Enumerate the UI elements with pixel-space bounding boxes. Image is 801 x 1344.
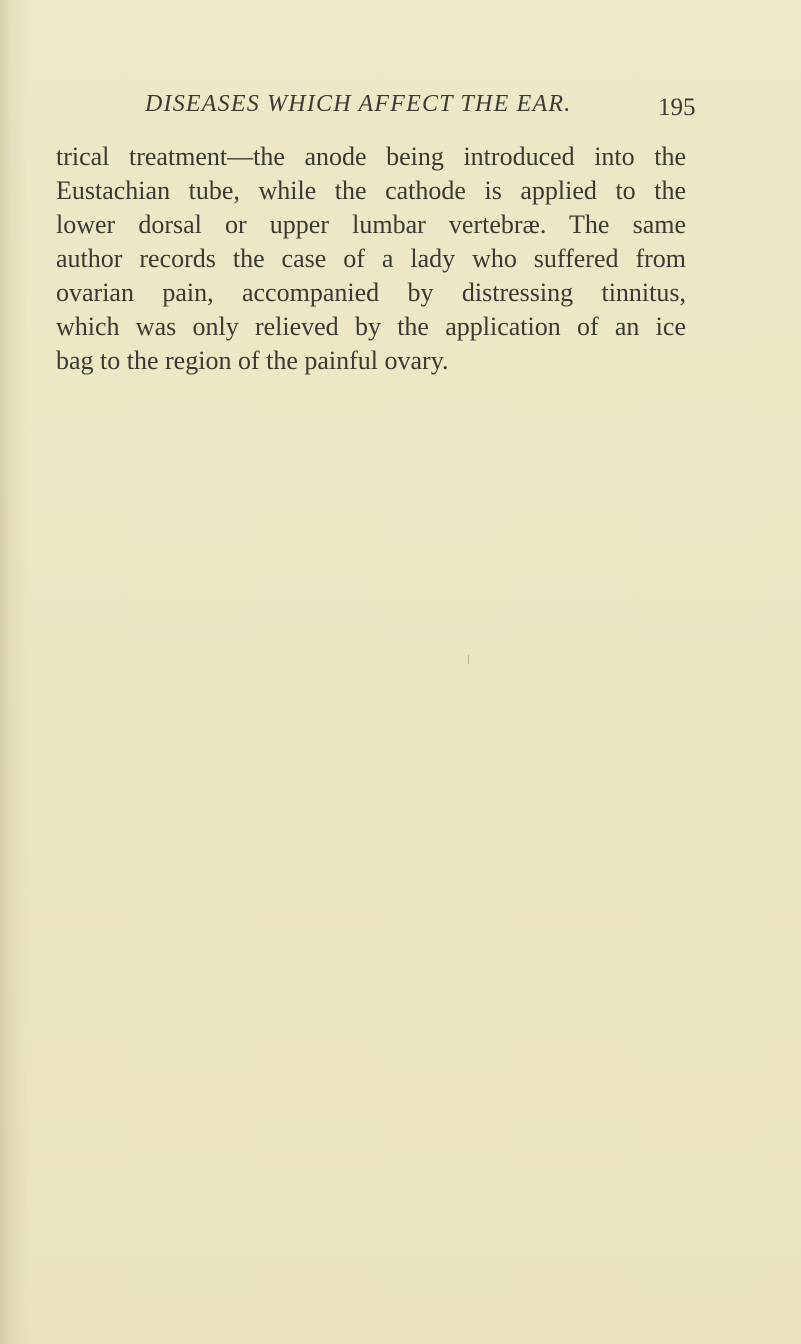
- text-line: author records the case of a lady who suffered from: [56, 244, 686, 273]
- text-line: ovarian pain, accompanied by distressing tinnitus,: [56, 278, 686, 307]
- text-line: Eustachian tube, while the cathode is applied to the: [56, 176, 686, 205]
- text-line: lower dorsal or upper lumbar vertebræ. The same: [56, 210, 686, 239]
- body-paragraph: [56, 140, 686, 378]
- text-line: trical treatment—the anode being introduced into the: [56, 142, 686, 171]
- page-number: 195: [658, 94, 696, 121]
- text-line: which was only relieved by the application of an ice: [56, 312, 686, 341]
- running-title: DISEASES WHICH AFFECT THE EAR.: [145, 91, 572, 117]
- text-line: bag to the region of the painful ovary.: [56, 346, 449, 375]
- paper-speck: [468, 655, 469, 664]
